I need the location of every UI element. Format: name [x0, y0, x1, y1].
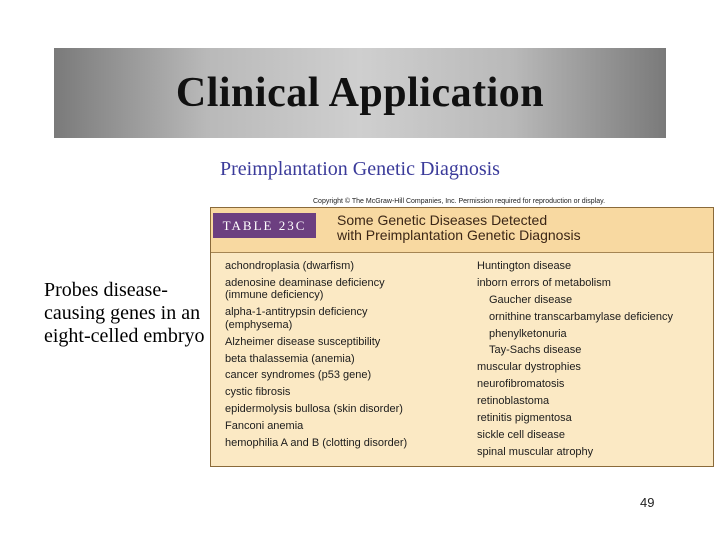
table-item: [225, 260, 475, 273]
table-item: Huntington disease: [477, 260, 572, 272]
table-item-line: hemophilia A and B (clotting disorder): [225, 437, 408, 450]
table-title-line2: with Preimplantation Genetic Diagnosis: [337, 227, 581, 243]
table-item: [225, 369, 475, 382]
table-item: spinal muscular atrophy: [477, 445, 594, 458]
table-item-line: Fanconi anemia: [225, 420, 304, 433]
table-item: [225, 386, 475, 399]
table-left-column: [225, 260, 475, 454]
table-item-line: beta thalassemia (anemia): [225, 352, 355, 365]
table-item: [225, 306, 475, 331]
table-item-line: Alzheimer disease susceptibility: [225, 335, 381, 348]
body-text: Probes disease-causing genes in an eight-celled embryo: [44, 279, 205, 347]
slide-title: Clinical Application: [175, 70, 545, 116]
table-header: [211, 208, 713, 253]
table-item: sickle cell disease: [477, 428, 566, 441]
slide-subtitle: Preimplantation Genetic Diagnosis: [220, 158, 500, 180]
table-item: phenylketonuria: [489, 327, 567, 340]
table-item: [225, 277, 475, 302]
table-tag: TABLE 23C: [213, 213, 316, 238]
table-item: Tay-Sachs disease: [489, 344, 582, 357]
table-item: [225, 403, 475, 416]
table-title: [337, 213, 637, 243]
table-item: Gaucher disease: [489, 293, 573, 306]
table-item: [225, 437, 475, 450]
copyright-notice: Copyright © The McGraw-Hill Companies, Inc. Permission required for reproduction or display.: [313, 198, 606, 205]
table-item-line: alpha-1-antitrypsin deficiency: [225, 306, 368, 319]
table-item: retinoblastoma: [477, 395, 550, 408]
page-number: 49: [640, 495, 655, 510]
table-item: retinitis pigmentosa: [477, 412, 572, 425]
table-item: neurofibromatosis: [477, 378, 565, 391]
table-item-line: epidermolysis bullosa (skin disorder): [225, 403, 403, 416]
table-item: muscular dystrophies: [477, 361, 581, 374]
table-item-line: achondroplasia (dwarfism): [225, 260, 354, 272]
table-item: [225, 420, 475, 433]
table-item-line: cancer syndromes (p53 gene): [225, 369, 372, 382]
table-right-column: [477, 260, 713, 463]
genetic-diseases-table: [210, 207, 714, 467]
table-item: inborn errors of metabolism: [477, 276, 611, 289]
table-item-line: cystic fibrosis: [225, 386, 291, 399]
table-item-line: (immune deficiency): [225, 289, 324, 302]
table-item: [225, 336, 475, 349]
table-title-line1: Some Genetic Diseases Detected: [337, 212, 548, 228]
table-item: ornithine transcarbamylase deficiency: [489, 310, 674, 323]
table-item: [225, 353, 475, 366]
title-bar: [54, 48, 666, 138]
table-item-line: (emphysema): [225, 318, 293, 331]
table-item-line: adenosine deaminase deficiency: [225, 276, 385, 289]
